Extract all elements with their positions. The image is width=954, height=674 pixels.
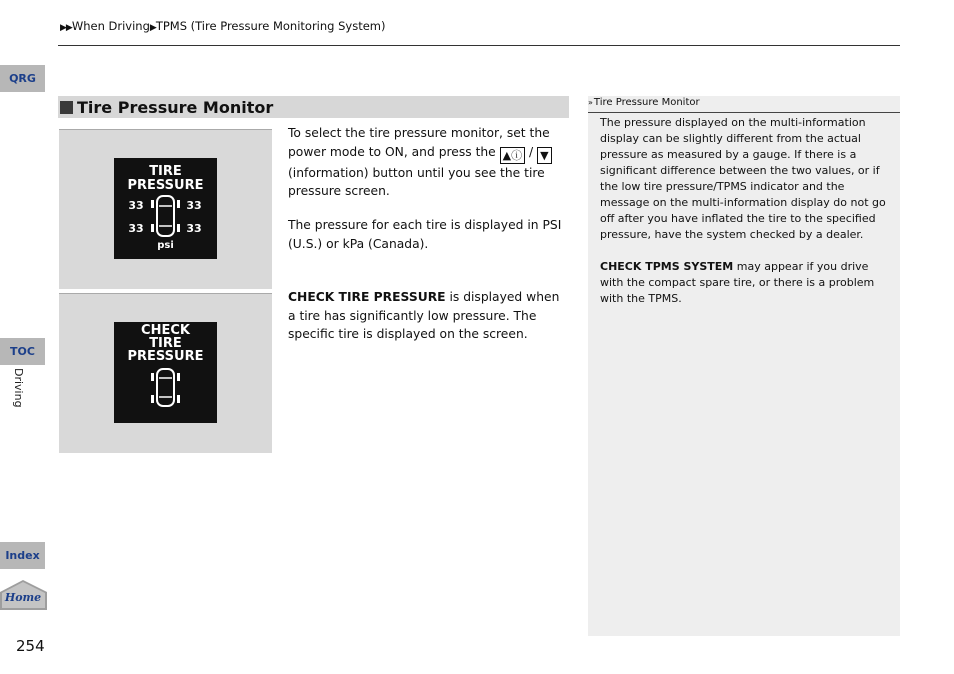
home-icon (0, 579, 47, 610)
sidebar-title-text: Tire Pressure Monitor (593, 97, 700, 108)
front-left-pressure: 33 (128, 199, 144, 212)
instruction-paragraph (288, 124, 570, 201)
info-down-button-icon: ▼ (537, 147, 551, 164)
para1-text-a: To select the tire pressure monitor, set the power mode to ON, and press the (288, 126, 550, 159)
display1-line2: PRESSURE (127, 178, 204, 193)
tire-pressure-display-figure (59, 129, 272, 289)
section-title: Tire Pressure Monitor (77, 97, 274, 117)
index-tab[interactable] (0, 542, 45, 569)
sidebar-title (588, 96, 900, 113)
para1-text-b: (information) button until you see the tire pressure screen. (288, 165, 545, 198)
qrg-tab-label: QRG (9, 72, 36, 85)
home-button[interactable] (0, 579, 47, 610)
display2-line2: TIRE (149, 336, 182, 351)
section-marker-icon (60, 101, 73, 114)
check-tire-pressure-screen (114, 322, 217, 423)
info-up-button-icon: ▲ⓘ (500, 147, 525, 164)
tire-pressure-screen (114, 158, 217, 259)
index-tab-label: Index (5, 549, 40, 562)
sidebar-note-check-tpms (600, 259, 892, 307)
check-tpms-term: CHECK TPMS SYSTEM (600, 260, 734, 273)
qrg-tab[interactable] (0, 65, 45, 92)
page-number: 254 (16, 637, 45, 655)
check-tire-pressure-figure (59, 293, 272, 453)
reference-arrow-icon: » (588, 98, 593, 107)
top-divider (58, 45, 900, 46)
display2-line3: PRESSURE (127, 349, 204, 364)
breadcrumb (60, 19, 386, 33)
rear-right-pressure: 33 (186, 222, 202, 235)
para1-slash: / (525, 144, 538, 159)
pressure-unit: psi (157, 240, 174, 251)
note2-text: may appear if you drive with the compact spare tire, or there is a problem with the TPMS. (600, 260, 875, 305)
section-header (58, 96, 569, 118)
front-right-pressure: 33 (186, 199, 202, 212)
breadcrumb-item-tpms[interactable]: TPMS (Tire Pressure Monitoring System) (155, 19, 386, 33)
rear-left-pressure: 33 (128, 222, 144, 235)
chapter-label: Driving (12, 368, 25, 408)
para3-text: is displayed when a tire has significantly low pressure. The specific tire is displayed on the screen. (288, 290, 560, 341)
home-label: Home (4, 591, 42, 604)
check-tire-pressure-paragraph (288, 288, 570, 344)
sidebar-note-pressure-difference: The pressure displayed on the multi-information display can be slightly different from the actual pressure as measured by a gauge. If there is a significant difference between the two values, or if the low tire pressure/TPMS indicator and the message on the multi-information display do not go off after you have inflated the tire to the specified pressure, have the system checked by a dealer. (600, 116, 886, 241)
display1-line1: TIRE (149, 164, 182, 179)
pressure-units-paragraph: The pressure for each tire is displayed in PSI (U.S.) or kPa (Canada). (288, 218, 562, 251)
sidebar-note-panel (588, 96, 900, 636)
check-tire-pressure-term: CHECK TIRE PRESSURE (288, 290, 446, 304)
toc-tab[interactable] (0, 338, 45, 365)
breadcrumb-item-when-driving[interactable]: When Driving (71, 19, 150, 33)
toc-tab-label: TOC (10, 345, 35, 358)
breadcrumb-separator: ▶ (149, 23, 156, 33)
display2-line1: CHECK (141, 323, 190, 338)
breadcrumb-arrows: ▶▶ (60, 23, 72, 33)
